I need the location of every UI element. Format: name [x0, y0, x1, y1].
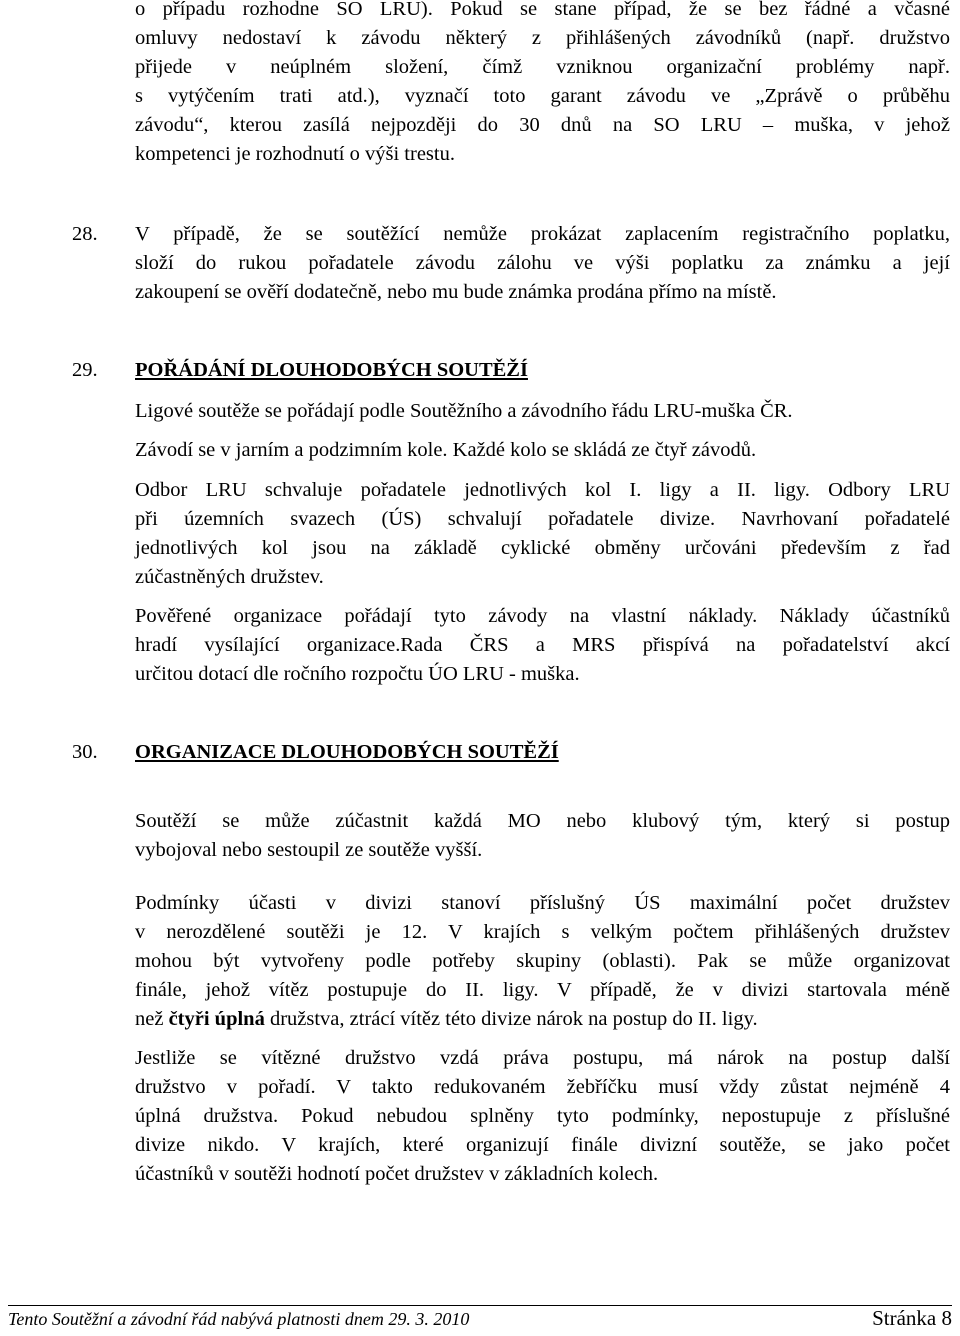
- text-line: divize nikdo. V krajích, které organizují finále divizní soutěže, se jako počet: [135, 1134, 950, 1156]
- text-line: o případu rozhodne SO LRU). Pokud se stane případ, že se bez řádné a včasné: [135, 0, 950, 20]
- text-line: Jestliže se vítězné družstvo vzdá práva postupu, má nárok na postup další: [135, 1047, 950, 1069]
- section-number: 30.: [72, 741, 98, 763]
- text-line: Soutěží se může zúčastnit každá MO nebo klubový tým, který si postup: [135, 810, 950, 832]
- text-line: zakoupení se ověří dodatečně, nebo mu bude známka prodána přímo na místě.: [135, 281, 777, 303]
- text-line: finále, jehož vítěz postupuje do II. ligy. V případě, že v divizi startovala méně: [135, 979, 950, 1001]
- text-line: zúčastněných družstev.: [135, 566, 324, 588]
- page-number: Stránka 8: [872, 1306, 952, 1330]
- text-line: přijede v neúplném složení, čímž vzniknou organizační problémy např.: [135, 56, 950, 78]
- text-line: V případě, že se soutěžící nemůže prokázat zaplacením registračního poplatku,: [135, 223, 950, 245]
- section-number: 28.: [72, 223, 98, 245]
- text-line: účastníků v soutěži hodnotí počet družstev v základních kolech.: [135, 1163, 659, 1185]
- text-line: vybojoval nebo sestoupil ze soutěže vyšší.: [135, 839, 483, 861]
- text-line: hradí vysílající organizace.Rada ČRS a MRS přispívá na pořadatelství akcí: [135, 634, 950, 656]
- text-line: určitou dotací dle ročního rozpočtu ÚO LRU - muška.: [135, 663, 580, 685]
- text-line: družstvo v pořadí. V takto redukovaném žebříčku musí vždy zůstat nejméně 4: [135, 1076, 950, 1098]
- text-line: Ligové soutěže se pořádají podle Soutěžního a závodního řádu LRU-muška ČR.: [135, 400, 793, 422]
- page-footer: [8, 1305, 952, 1336]
- text-line: [135, 1005, 950, 1034]
- text-line: složí do rukou pořadatele závodu zálohu ve výši poplatku za známku a její: [135, 252, 950, 274]
- text-line: Pověřené organizace pořádají tyto závody na vlastní náklady. Náklady účastníků: [135, 605, 950, 627]
- text-run: družstva, ztrácí vítěz této divize nárok na postup do II. ligy.: [264, 1008, 758, 1030]
- section-heading: ORGANIZACE DLOUHODOBÝCH SOUTĚŽÍ: [135, 741, 559, 763]
- text-line: s vytýčením trati atd.), vyznačí toto garant závodu ve „Zprávě o průběhu: [135, 85, 950, 107]
- text-line: Podmínky účasti v divizi stanoví příslušný ÚS maximální počet družstev: [135, 892, 950, 914]
- text-run: než: [135, 1008, 169, 1030]
- section-heading: POŘÁDÁNÍ DLOUHODOBÝCH SOUTĚŽÍ: [135, 359, 528, 381]
- text-line: při územních svazech (ÚS) schvalují pořadatele divize. Navrhovaní pořadatelé: [135, 508, 950, 530]
- text-line: v nerozdělené soutěži je 12. V krajích s velkým počtem přihlášených družstev: [135, 921, 950, 943]
- text-line: kompetenci je rozhodnutí o výši trestu.: [135, 143, 455, 165]
- footer-note: Tento Soutěžní a závodní řád nabývá platnosti dnem 29. 3. 2010: [8, 1309, 470, 1329]
- text-line: úplná družstva. Pokud nebudou splněny tyto podmínky, nepostupuje z příslušné: [135, 1105, 950, 1127]
- text-line: Odbor LRU schvaluje pořadatele jednotlivých kol I. ligy a II. ligy. Odbory LRU: [135, 479, 950, 501]
- text-line: omluvy nedostaví k závodu některý z přihlášených závodníků (např. družstvo: [135, 27, 950, 49]
- text-line: jednotlivých kol jsou na základě cyklické obměny určováni především z řad: [135, 537, 950, 559]
- text-line: mohou být vytvořeny podle potřeby skupiny (oblasti). Pak se může organizovat: [135, 950, 950, 972]
- bold-text: čtyři úplná: [168, 1008, 265, 1030]
- text-line: závodu“, kterou zasílá nejpozději do 30 dnů na SO LRU – muška, v jehož: [135, 114, 950, 136]
- text-line: Závodí se v jarním a podzimním kole. Každé kolo se skládá ze čtyř závodů.: [135, 439, 757, 461]
- section-number: 29.: [72, 359, 98, 381]
